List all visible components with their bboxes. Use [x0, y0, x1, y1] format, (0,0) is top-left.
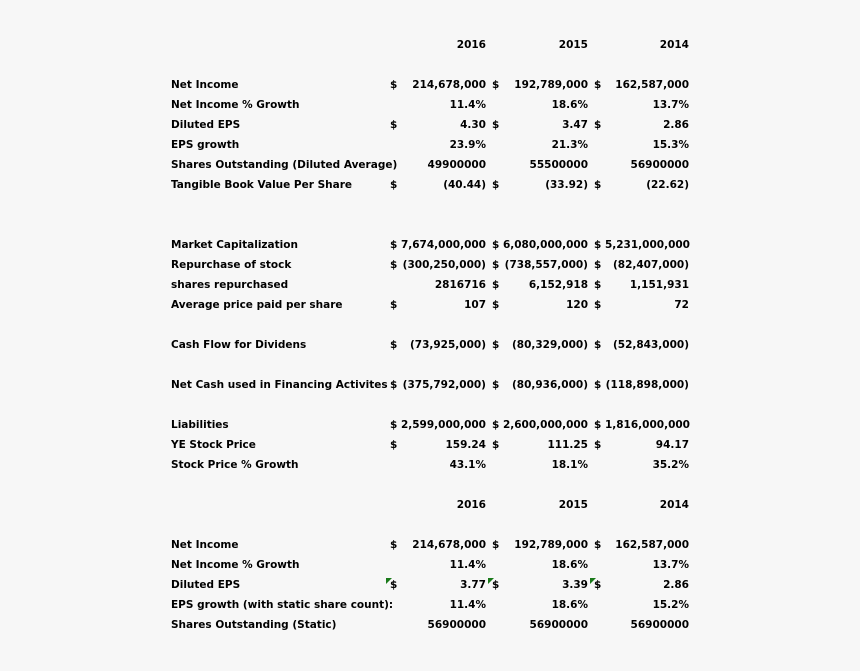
dollar-sign: $ [390, 179, 398, 191]
row-label: shares repurchased [171, 279, 289, 291]
dollar-sign: $ [594, 439, 602, 451]
cell-value: 56900000 [427, 619, 486, 631]
row-label: Net Income [171, 79, 239, 91]
cell-value: 11.4% [449, 99, 486, 111]
row-label: Liabilities [171, 419, 229, 431]
cell-value: (300,250,000) [402, 259, 486, 271]
dollar-sign: $ [492, 119, 500, 131]
cell-value: $ 2,600,000,000 [492, 419, 588, 431]
table-row [0, 575, 860, 595]
cell-value: 94.17 [655, 439, 689, 451]
cell-value: (80,936,000) [511, 379, 588, 391]
cell-value: 1,151,931 [629, 279, 689, 291]
cell-value: (52,843,000) [612, 339, 689, 351]
dollar-sign: $ [390, 539, 398, 551]
dollar-sign: $ [594, 79, 602, 91]
cell-value: 23.9% [449, 139, 486, 151]
cell-value: (375,792,000) [402, 379, 486, 391]
cell-value: 120 [566, 299, 588, 311]
row-label: Average price paid per share [171, 299, 343, 311]
cell-value: 56900000 [529, 619, 588, 631]
row-label: EPS growth [171, 139, 240, 151]
dollar-sign: $ [390, 579, 398, 591]
row-label: Market Capitalization [171, 239, 298, 251]
year-header: 2014 [659, 499, 689, 511]
cell-value: $ 5,231,000,000 [594, 239, 690, 251]
cell-value: 192,789,000 [514, 539, 588, 551]
cell-value: 192,789,000 [514, 79, 588, 91]
cell-value: (118,898,000) [605, 379, 689, 391]
row-label: Net Income % Growth [171, 559, 300, 571]
table-row [0, 375, 860, 395]
cell-value: (80,329,000) [511, 339, 588, 351]
table-row [0, 255, 860, 275]
cell-value: 3.39 [562, 579, 588, 591]
dollar-sign: $ [594, 579, 602, 591]
row-label: Net Income % Growth [171, 99, 300, 111]
table-row [0, 435, 860, 455]
cell-value: $ 2,599,000,000 [390, 419, 486, 431]
row-label: Cash Flow for Dividens [171, 339, 307, 351]
dollar-sign: $ [390, 119, 398, 131]
cell-value: 214,678,000 [412, 79, 486, 91]
table-row [0, 535, 860, 555]
table-row [0, 135, 860, 155]
dollar-sign: $ [594, 259, 602, 271]
cell-value: 15.3% [652, 139, 689, 151]
cell-value: 3.77 [460, 579, 486, 591]
table-row [0, 415, 860, 435]
dollar-sign: $ [390, 299, 398, 311]
table-row [0, 595, 860, 615]
cell-value: 56900000 [630, 159, 689, 171]
row-label: Net Income [171, 539, 239, 551]
cell-value: 43.1% [449, 459, 486, 471]
row-label: Stock Price % Growth [171, 459, 299, 471]
dollar-sign: $ [492, 279, 500, 291]
dollar-sign: $ [492, 439, 500, 451]
cell-value: 18.6% [551, 99, 588, 111]
dollar-sign: $ [492, 379, 500, 391]
dollar-sign: $ [594, 279, 602, 291]
table-row [0, 75, 860, 95]
table-row [0, 335, 860, 355]
cell-value: (738,557,000) [504, 259, 588, 271]
dollar-sign: $ [492, 579, 500, 591]
table-row [0, 295, 860, 315]
dollar-sign: $ [594, 379, 602, 391]
row-label: Diluted EPS [171, 579, 241, 591]
dollar-sign: $ [390, 79, 398, 91]
table-row [0, 615, 860, 635]
cell-value: (22.62) [646, 179, 689, 191]
dollar-sign: $ [390, 379, 398, 391]
cell-value: 49900000 [427, 159, 486, 171]
cell-value: 159.24 [445, 439, 486, 451]
year-header: 2014 [659, 39, 689, 51]
cell-value: 18.1% [551, 459, 588, 471]
dollar-sign: $ [594, 339, 602, 351]
cell-value: 21.3% [551, 139, 588, 151]
cell-value: 18.6% [551, 559, 588, 571]
year-header-row [0, 35, 860, 55]
dollar-sign: $ [492, 299, 500, 311]
table-row [0, 175, 860, 195]
cell-value: 2.86 [663, 119, 689, 131]
dollar-sign: $ [390, 259, 398, 271]
cell-value: 107 [464, 299, 486, 311]
row-label: Diluted EPS [171, 119, 241, 131]
year-header: 2015 [558, 39, 588, 51]
cell-value: 35.2% [652, 459, 689, 471]
table-row [0, 235, 860, 255]
dollar-sign: $ [492, 339, 500, 351]
dollar-sign: $ [594, 539, 602, 551]
cell-value: 11.4% [449, 599, 486, 611]
cell-value: $ 1,816,000,000 [594, 419, 690, 431]
cell-value: (82,407,000) [612, 259, 689, 271]
cell-value: 55500000 [529, 159, 588, 171]
dollar-sign: $ [492, 179, 500, 191]
cell-value: 13.7% [652, 99, 689, 111]
table-row [0, 555, 860, 575]
cell-value: 162,587,000 [615, 79, 689, 91]
row-label: Shares Outstanding (Diluted Average) [171, 159, 398, 171]
cell-value: $ 7,674,000,000 [390, 239, 486, 251]
cell-value: 13.7% [652, 559, 689, 571]
cell-value: 18.6% [551, 599, 588, 611]
cell-value: (73,925,000) [409, 339, 486, 351]
dollar-sign: $ [492, 79, 500, 91]
dollar-sign: $ [390, 339, 398, 351]
cell-value: 3.47 [562, 119, 588, 131]
row-label: Tangible Book Value Per Share [171, 179, 353, 191]
cell-value: 56900000 [630, 619, 689, 631]
row-label: Shares Outstanding (Static) [171, 619, 337, 631]
dollar-sign: $ [492, 259, 500, 271]
table-row [0, 95, 860, 115]
cell-value: 72 [674, 299, 689, 311]
dollar-sign: $ [594, 179, 602, 191]
cell-value: (33.92) [545, 179, 588, 191]
table-row [0, 115, 860, 135]
cell-value: $ 6,080,000,000 [492, 239, 588, 251]
cell-value: (40.44) [443, 179, 486, 191]
dollar-sign: $ [492, 539, 500, 551]
cell-value: 2816716 [434, 279, 486, 291]
table-row [0, 275, 860, 295]
table-row [0, 155, 860, 175]
cell-value: 4.30 [460, 119, 486, 131]
cell-value: 111.25 [547, 439, 588, 451]
cell-value: 15.2% [652, 599, 689, 611]
year-header: 2015 [558, 499, 588, 511]
dollar-sign: $ [594, 299, 602, 311]
cell-value: 11.4% [449, 559, 486, 571]
cell-value: 2.86 [663, 579, 689, 591]
cell-value: 214,678,000 [412, 539, 486, 551]
row-label: YE Stock Price [171, 439, 256, 451]
year-header-row [0, 495, 860, 515]
year-header: 2016 [456, 39, 486, 51]
cell-value: 162,587,000 [615, 539, 689, 551]
cell-value: 6,152,918 [528, 279, 588, 291]
dollar-sign: $ [594, 119, 602, 131]
table-row [0, 455, 860, 475]
row-label: Net Cash used in Financing Activites [171, 379, 388, 391]
row-label: EPS growth (with static share count): [171, 599, 394, 611]
year-header: 2016 [456, 499, 486, 511]
row-label: Repurchase of stock [171, 259, 292, 271]
dollar-sign: $ [390, 439, 398, 451]
